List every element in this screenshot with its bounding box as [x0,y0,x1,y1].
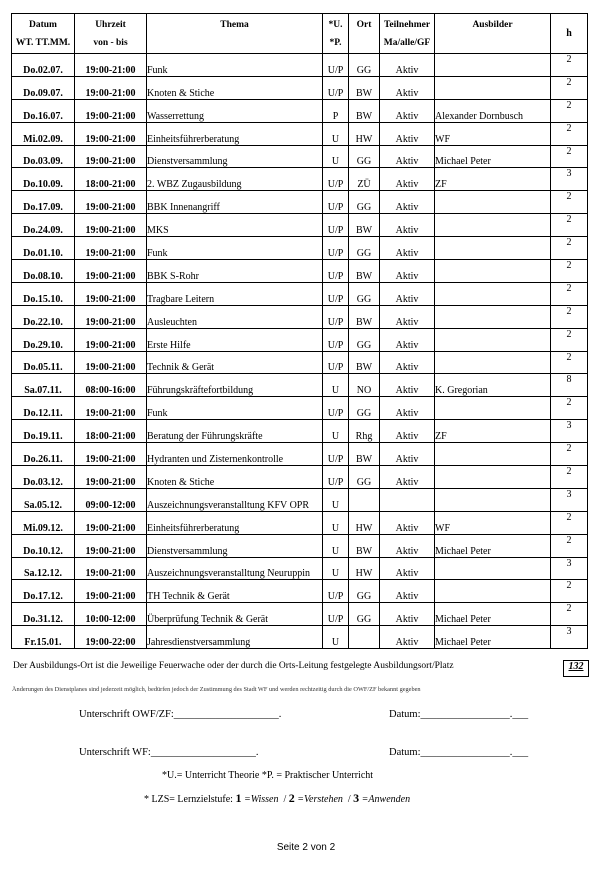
cell-uhrzeit: 19:00-21:00 [75,466,147,489]
cell-ausbilder: WF [435,122,551,145]
table-row [12,145,588,168]
cell-teilnehmer: Aktiv [380,168,435,191]
cell-teilnehmer: Aktiv [380,214,435,237]
cell-hours: 2 [551,99,588,122]
cell-ausbilder: K. Gregorian [435,374,551,397]
cell-thema: TH Technik & Gerät [147,580,323,603]
cell-teilnehmer: Aktiv [380,99,435,122]
cell-hours: 3 [551,488,588,511]
cell-uhrzeit: 19:00-21:00 [75,191,147,214]
cell-uhrzeit: 19:00-21:00 [75,557,147,580]
cell-uhrzeit: 10:00-12:00 [75,603,147,626]
cell-teilnehmer: Aktiv [380,443,435,466]
cell-teilnehmer: Aktiv [380,328,435,351]
table-row [12,328,588,351]
cell-uhrzeit: 19:00-21:00 [75,351,147,374]
cell-teilnehmer: Aktiv [380,351,435,374]
cell-up: U/P [323,443,349,466]
cell-thema: Dienstversammlung [147,145,323,168]
table-row [12,443,588,466]
cell-ort: GG [349,282,380,305]
cell-datum: Do.03.12. [12,466,75,489]
table-row [12,374,588,397]
cell-up: U/P [323,328,349,351]
cell-thema: Überprüfung Technik & Gerät [147,603,323,626]
table-row [12,99,588,122]
cell-ausbilder [435,214,551,237]
header-ausbilder: Ausbilder [435,14,551,54]
cell-ausbilder: ZF [435,168,551,191]
cell-up: U [323,511,349,534]
header-teilnehmer: Teilnehmer Ma/alle/GF [380,14,435,54]
cell-thema: Dienstversammlung [147,534,323,557]
cell-ort: BW [349,534,380,557]
table-row [12,122,588,145]
cell-datum: Do.09.07. [12,76,75,99]
cell-thema: Funk [147,237,323,260]
cell-ort: GG [349,580,380,603]
cell-ort: GG [349,145,380,168]
page-number: Seite 2 von 2 [276,842,336,853]
cell-teilnehmer: Aktiv [380,626,435,649]
cell-uhrzeit: 19:00-21:00 [75,122,147,145]
cell-teilnehmer: Aktiv [380,580,435,603]
cell-up: U/P [323,397,349,420]
cell-uhrzeit: 19:00-21:00 [75,305,147,328]
cell-ort: BW [349,351,380,374]
table-row [12,237,588,260]
cell-thema: BBK S-Rohr [147,260,323,283]
cell-hours: 2 [551,122,588,145]
cell-up: U [323,374,349,397]
cell-datum: Do.03.09. [12,145,75,168]
legend-up: *U.= Unterricht Theorie *P. = Praktischer Unterricht [162,770,374,781]
table-row [12,282,588,305]
cell-ausbilder: Michael Peter [435,603,551,626]
table-row [12,534,588,557]
cell-thema: Funk [147,54,323,77]
cell-teilnehmer: Aktiv [380,54,435,77]
cell-datum: Do.22.10. [12,305,75,328]
cell-thema: Auszeichnungsveranstalltung Neuruppin [147,557,323,580]
cell-up: U/P [323,54,349,77]
cell-ausbilder: ZF [435,420,551,443]
cell-thema: MKS [147,214,323,237]
legend-lz3-text: =Anwenden [361,794,411,805]
cell-hours: 2 [551,534,588,557]
cell-ausbilder [435,54,551,77]
cell-uhrzeit: 19:00-22:00 [75,626,147,649]
cell-ort: BW [349,214,380,237]
cell-datum: Do.17.12. [12,580,75,603]
cell-ausbilder [435,328,551,351]
cell-teilnehmer: Aktiv [380,534,435,557]
cell-hours: 3 [551,420,588,443]
cell-datum: Do.10.12. [12,534,75,557]
change-note: Änderungen des Dienstplanes sind jederzeit möglich, bedürfen jedoch der Zustimmung des Stadt WF und werden rechtzeitig durch die OWF/ZF bekannt gegeben [12,686,421,693]
cell-up: U/P [323,351,349,374]
cell-ausbilder [435,443,551,466]
cell-teilnehmer: Aktiv [380,466,435,489]
cell-hours: 2 [551,54,588,77]
table-footer [11,660,587,676]
cell-datum: Do.24.09. [12,214,75,237]
cell-uhrzeit: 19:00-21:00 [75,397,147,420]
cell-datum: Do.01.10. [12,237,75,260]
legend-lzs-prefix: * LZS= Lernzielstufe: [144,794,236,805]
cell-hours: 2 [551,191,588,214]
cell-datum: Mi.02.09. [12,122,75,145]
cell-datum: Do.26.11. [12,443,75,466]
cell-datum: Do.17.09. [12,191,75,214]
cell-ausbilder [435,305,551,328]
cell-hours: 2 [551,237,588,260]
cell-hours: 8 [551,374,588,397]
cell-ort: BW [349,76,380,99]
table-row [12,191,588,214]
cell-up: U [323,420,349,443]
cell-ausbilder [435,260,551,283]
cell-uhrzeit: 18:00-21:00 [75,420,147,443]
cell-up: U [323,534,349,557]
cell-datum: Fr.15.01. [12,626,75,649]
cell-ausbilder [435,466,551,489]
cell-ort [349,488,380,511]
table-row [12,511,588,534]
table-header-row [12,14,588,54]
training-schedule-table [11,13,588,649]
cell-uhrzeit: 19:00-21:00 [75,99,147,122]
cell-datum: Do.15.10. [12,282,75,305]
cell-up: U/P [323,603,349,626]
cell-up: U/P [323,191,349,214]
cell-thema: Jahresdienstversammlung [147,626,323,649]
table-row [12,488,588,511]
cell-thema: Beratung der Führungskräfte [147,420,323,443]
table-row [12,76,588,99]
cell-hours: 2 [551,305,588,328]
cell-ort: GG [349,54,380,77]
cell-ort: HW [349,557,380,580]
table-row [12,260,588,283]
cell-datum: Sa.12.12. [12,557,75,580]
cell-ort [349,626,380,649]
cell-teilnehmer: Aktiv [380,260,435,283]
table-row [12,603,588,626]
cell-up: U [323,122,349,145]
cell-ort: GG [349,237,380,260]
cell-ausbilder [435,282,551,305]
cell-uhrzeit: 19:00-21:00 [75,76,147,99]
cell-up: U [323,626,349,649]
cell-ort: BW [349,443,380,466]
cell-thema: Führungskräftefortbildung [147,374,323,397]
cell-ausbilder [435,351,551,374]
cell-thema: Ausleuchten [147,305,323,328]
cell-thema: Erste Hilfe [147,328,323,351]
cell-uhrzeit: 19:00-21:00 [75,511,147,534]
cell-up: U/P [323,282,349,305]
signature-wf-label: Unterschrift WF:____________________. [79,747,259,758]
cell-ausbilder [435,557,551,580]
cell-thema: Einheitsführerberatung [147,511,323,534]
cell-datum: Do.29.10. [12,328,75,351]
cell-ausbilder: Michael Peter [435,626,551,649]
cell-thema: Knoten & Stiche [147,466,323,489]
cell-up: U/P [323,305,349,328]
table-row [12,626,588,649]
cell-thema: Wasserrettung [147,99,323,122]
cell-uhrzeit: 19:00-21:00 [75,237,147,260]
cell-thema: 2. WBZ Zugausbildung [147,168,323,191]
cell-up: U [323,557,349,580]
table-row [12,305,588,328]
cell-datum: Do.16.07. [12,99,75,122]
total-hours: 132 [563,660,589,677]
cell-up: U/P [323,580,349,603]
cell-teilnehmer [380,488,435,511]
cell-teilnehmer: Aktiv [380,305,435,328]
cell-hours: 2 [551,214,588,237]
cell-teilnehmer: Aktiv [380,237,435,260]
cell-uhrzeit: 19:00-21:00 [75,282,147,305]
cell-up: U/P [323,260,349,283]
cell-teilnehmer: Aktiv [380,557,435,580]
cell-hours: 3 [551,168,588,191]
table-row [12,168,588,191]
cell-thema: Einheitsführerberatung [147,122,323,145]
cell-hours: 2 [551,351,588,374]
location-note: Der Ausbildungs-Ort ist die Jeweilige Feuerwache oder der durch die Orts-Leitung festgelegte Ausbildungsort/Platz [13,661,454,671]
cell-uhrzeit: 08:00-16:00 [75,374,147,397]
cell-ort: GG [349,328,380,351]
cell-teilnehmer: Aktiv [380,282,435,305]
cell-thema: Technik & Gerät [147,351,323,374]
cell-teilnehmer: Aktiv [380,374,435,397]
cell-ort: BW [349,99,380,122]
cell-hours: 2 [551,282,588,305]
cell-hours: 2 [551,397,588,420]
cell-ort: GG [349,397,380,420]
cell-teilnehmer: Aktiv [380,397,435,420]
cell-ort: GG [349,603,380,626]
cell-datum: Sa.07.11. [12,374,75,397]
signature-owf-label: Unterschrift OWF/ZF:____________________. [79,709,282,720]
cell-ausbilder: Michael Peter [435,145,551,168]
cell-up: U/P [323,237,349,260]
cell-ausbilder: Alexander Dornbusch [435,99,551,122]
cell-uhrzeit: 19:00-21:00 [75,534,147,557]
cell-uhrzeit: 19:00-21:00 [75,214,147,237]
cell-hours: 3 [551,557,588,580]
cell-datum: Mi.09.12. [12,511,75,534]
cell-hours: 2 [551,145,588,168]
cell-hours: 2 [551,260,588,283]
legend-lzs: * LZS= Lernzielstufe: 1 =Wissen / 2 =Verstehen / 3 =Anwenden [144,791,411,805]
legend-lz2-num: 2 [288,791,295,805]
cell-ausbilder: Michael Peter [435,534,551,557]
cell-teilnehmer: Aktiv [380,145,435,168]
cell-ausbilder: WF [435,511,551,534]
cell-uhrzeit: 19:00-21:00 [75,145,147,168]
cell-ausbilder [435,191,551,214]
cell-teilnehmer: Aktiv [380,191,435,214]
cell-ausbilder [435,580,551,603]
header-thema: Thema [147,14,323,54]
schedule-sheet [11,13,587,649]
cell-datum: Do.12.11. [12,397,75,420]
legend-lz3-num: 3 [353,791,360,805]
cell-datum: Do.31.12. [12,603,75,626]
cell-uhrzeit: 09:00-12:00 [75,488,147,511]
cell-up: P [323,99,349,122]
cell-uhrzeit: 19:00-21:00 [75,260,147,283]
table-row [12,580,588,603]
cell-teilnehmer: Aktiv [380,511,435,534]
cell-ausbilder [435,397,551,420]
cell-teilnehmer: Aktiv [380,603,435,626]
legend-lz2-text: =Verstehen [297,794,343,805]
cell-ort: Rhg [349,420,380,443]
table-row [12,397,588,420]
cell-up: U [323,488,349,511]
table-row [12,351,588,374]
cell-hours: 2 [551,511,588,534]
table-row [12,557,588,580]
signature-wf-date: Datum:_________________.___ [389,747,529,758]
cell-datum: Sa.05.12. [12,488,75,511]
cell-hours: 2 [551,76,588,99]
cell-ort: HW [349,511,380,534]
cell-ort: NO [349,374,380,397]
cell-ort: GG [349,466,380,489]
cell-datum: Do.05.11. [12,351,75,374]
cell-datum: Do.02.07. [12,54,75,77]
cell-uhrzeit: 18:00-21:00 [75,168,147,191]
cell-thema: Tragbare Leitern [147,282,323,305]
cell-uhrzeit: 19:00-21:00 [75,580,147,603]
cell-thema: Funk [147,397,323,420]
legend-lz1-num: 1 [235,791,242,805]
cell-thema: BBK Innenangriff [147,191,323,214]
cell-hours: 2 [551,466,588,489]
cell-ort: GG [349,191,380,214]
cell-up: U/P [323,466,349,489]
cell-hours: 2 [551,443,588,466]
cell-hours: 2 [551,603,588,626]
table-row [12,466,588,489]
cell-up: U/P [323,214,349,237]
cell-thema: Knoten & Stiche [147,76,323,99]
header-up: *U. *P. [323,14,349,54]
header-hours: h [551,14,588,54]
cell-hours: 2 [551,580,588,603]
cell-hours: 3 [551,626,588,649]
cell-ort: HW [349,122,380,145]
table-row [12,420,588,443]
cell-datum: Do.08.10. [12,260,75,283]
cell-uhrzeit: 19:00-21:00 [75,328,147,351]
cell-thema: Hydranten und Zisternenkontrolle [147,443,323,466]
cell-ort: BW [349,305,380,328]
cell-thema: Auszeichnungsveranstalltung KFV OPR [147,488,323,511]
cell-uhrzeit: 19:00-21:00 [75,54,147,77]
header-ort: Ort [349,14,380,54]
signature-owf-date: Datum:_________________.___ [389,709,529,720]
header-datum: Datum WT. TT.MM. [12,14,75,54]
cell-teilnehmer: Aktiv [380,76,435,99]
cell-up: U/P [323,168,349,191]
legend-lz1-text: =Wissen [243,794,279,805]
cell-ausbilder [435,488,551,511]
cell-teilnehmer: Aktiv [380,122,435,145]
cell-ausbilder [435,237,551,260]
cell-ort: ZÜ [349,168,380,191]
cell-up: U/P [323,76,349,99]
cell-ort: BW [349,260,380,283]
cell-uhrzeit: 19:00-21:00 [75,443,147,466]
cell-datum: Do.19.11. [12,420,75,443]
cell-ausbilder [435,76,551,99]
cell-up: U [323,145,349,168]
cell-datum: Do.10.09. [12,168,75,191]
cell-teilnehmer: Aktiv [380,420,435,443]
header-uhrzeit: Uhrzeit von - bis [75,14,147,54]
table-row [12,54,588,77]
table-row [12,214,588,237]
cell-hours: 2 [551,328,588,351]
